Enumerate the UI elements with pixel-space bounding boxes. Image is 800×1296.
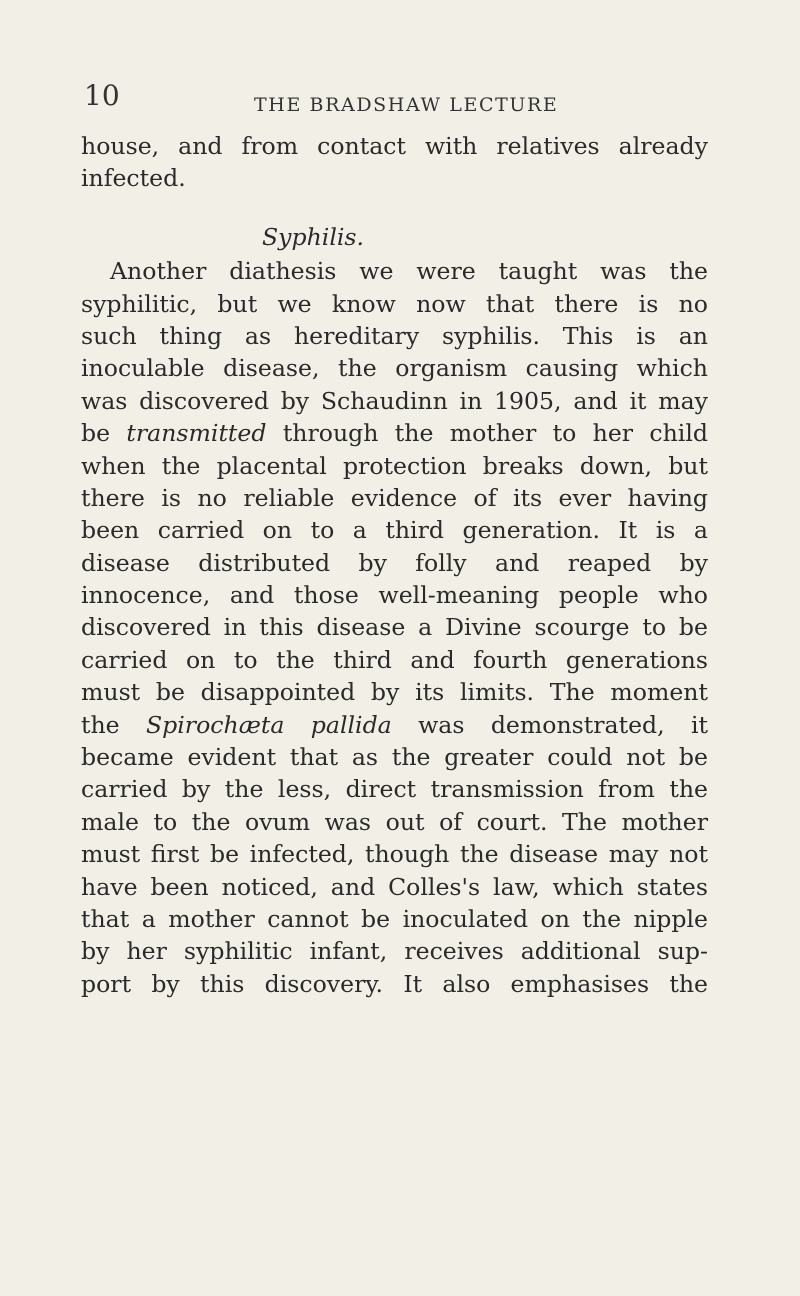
text-line: became evident that as the greater could not be <box>81 743 708 772</box>
page-number: 10 <box>84 79 120 112</box>
running-title: THE BRADSHAW LECTURE <box>254 94 559 116</box>
text-line: such thing as hereditary syphilis. This is an <box>81 321 708 350</box>
italic-term: transmitted <box>126 419 267 448</box>
text-line <box>81 417 708 449</box>
text-line: carried on to the third and fourth generations <box>81 645 708 674</box>
text-fragment: the <box>81 710 146 739</box>
text-line: port by this discovery. It also emphasises the <box>81 969 708 998</box>
text-fragment: be <box>81 419 127 448</box>
text-line: male to the ovum was out of court. The mother <box>81 807 708 836</box>
text-line: disease distributed by folly and reaped by <box>81 548 708 577</box>
text-line: innocence, and those well-meaning people who <box>81 581 708 610</box>
section-heading: Syphilis. <box>262 222 365 251</box>
text-line: by her syphilitic infant, receives additional sup- <box>81 937 708 966</box>
text-line: that a mother cannot be inoculated on the nipple <box>81 904 708 933</box>
text-line: there is no reliable evidence of its ever having <box>81 483 708 512</box>
text-line: carried by the less, direct transmission from the <box>81 775 708 804</box>
text-line: must be disappointed by its limits. The moment <box>81 678 708 707</box>
text-line: was discovered by Schaudinn in 1905, and it may <box>81 386 708 415</box>
text-line: inoculable disease, the organism causing which <box>81 354 708 383</box>
text-fragment: through the mother to her child <box>266 419 708 448</box>
text-line: infected. <box>81 164 186 193</box>
text-line: been carried on to a third generation. It is a <box>81 516 708 545</box>
italic-term: Spirochæta pallida <box>146 710 392 739</box>
text-line: discovered in this disease a Divine scourge to be <box>81 613 708 642</box>
text-line: syphilitic, but we know now that there is no <box>81 289 708 318</box>
text-line: Another diathesis we were taught was the <box>110 257 708 286</box>
text-line: must first be infected, though the disease may not <box>81 840 708 869</box>
text-line: when the placental protection breaks down, but <box>81 451 708 480</box>
text-line: house, and from contact with relatives already <box>81 132 708 160</box>
body-text <box>81 130 708 1000</box>
text-line <box>81 709 708 741</box>
text-fragment: was demonstrated, it <box>391 710 709 739</box>
text-line: have been noticed, and Colles's law, which states <box>81 872 708 901</box>
